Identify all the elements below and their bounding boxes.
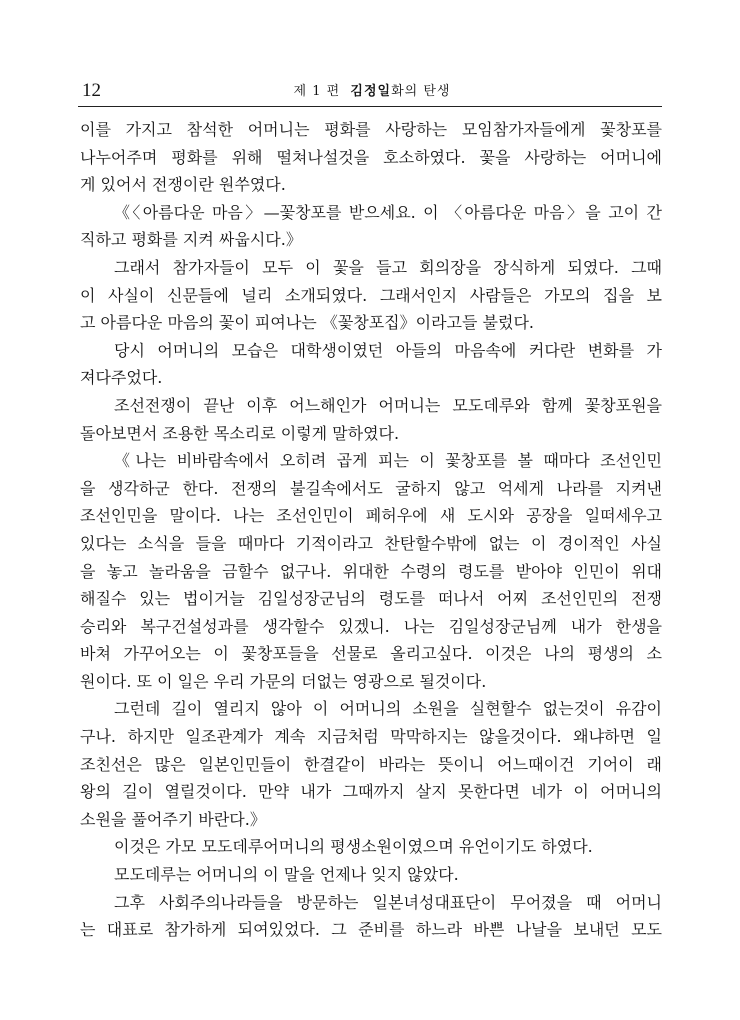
text-line: 나누어주며 평화를 위해 떨쳐나설것을 호소하였다. 꽃을 사랑하는 어머니에 xyxy=(80,147,662,167)
text-line: 조선인민을 말이다. 나는 조선인민이 페허우에 새 도시와 공장을 일떠세우고 xyxy=(80,506,662,526)
title-rest: 화의 탄생 xyxy=(391,84,451,99)
text-line: 그래서 참가자들이 모두 이 꽃을 들고 회의장을 장식하게 되였다. 그때 xyxy=(114,257,662,277)
text-line: 이것은 가모 모도데루어머니의 평생소원이였으며 유언이기도 하였다. xyxy=(114,837,593,857)
text-line: 구나. 하지만 일조관계가 계속 지금처럼 막막하지는 않을것이다. 왜냐하면 일 xyxy=(80,727,662,747)
text-line: 승리와 복구건설성과를 생각할수 있겠니. 나는 김일성장군님께 내가 한생을 xyxy=(80,616,662,636)
text-line: 조선전쟁이 끝난 이후 어느해인가 어머니는 모도데루와 함께 꽃창포원을 xyxy=(114,395,662,415)
text-line: 져다주었다. xyxy=(80,368,163,388)
text-line: 《〈아름다운 마음〉—꽃창포를 받으세요. 이 〈아름다운 마음〉을 고이 간 xyxy=(114,202,662,222)
leader-name: 김정일 xyxy=(350,84,392,99)
text-line: 그런데 길이 열리지 않아 이 어머니의 소원을 실현할수 없는것이 유감이 xyxy=(114,699,662,719)
text-line: 모도데루는 어머니의 이 말을 언제나 잊지 않았다. xyxy=(114,865,459,885)
text-line: 소원을 풀어주기 바란다.》 xyxy=(80,809,266,829)
text-line: 바쳐 가꾸어오는 이 꽃창포들을 선물로 올리고싶다. 이것은 나의 평생의 소 xyxy=(80,644,662,664)
page-number: 12 xyxy=(82,80,101,101)
text-line: 을 생각하군 한다. 전쟁의 불길속에서도 굴하지 않고 억세게 나라를 지켜낸 xyxy=(80,478,662,498)
text-line: 돌아보면서 조용한 목소리로 이렇게 말하였다. xyxy=(80,423,400,443)
text-line: 게 있어서 전쟁이란 원쑤였다. xyxy=(80,175,286,195)
text-line: 는 대표로 참가하게 되여있었다. 그 준비를 하느라 바쁜 나날을 보내던 모도 xyxy=(80,920,662,940)
text-line: 조친선은 많은 일본인민들이 한결같이 바라는 뜻이니 어느때이건 기어이 래 xyxy=(80,754,662,774)
running-title xyxy=(82,82,662,102)
header-rule xyxy=(78,106,662,107)
text-line: 당시 어머니의 모습은 대학생이였던 아들의 마음속에 커다란 변화를 가 xyxy=(114,340,662,360)
text-line: 직하고 평화를 지켜 싸웁시다.》 xyxy=(80,230,302,250)
page-header xyxy=(82,80,662,104)
text-line: 있다는 소식을 들을 때마다 기적이라고 찬탄할수밖에 없는 이 경이적인 사실 xyxy=(80,533,662,553)
text-line: 이 사실이 신문들에 널리 소개되였다. 그래서인지 사람들은 가모의 집을 보 xyxy=(80,285,662,305)
part-label: 제 1 편 xyxy=(293,84,341,99)
text-line: 그후 사회주의나라들을 방문하는 일본녀성대표단이 무어졌을 때 어머니 xyxy=(114,892,662,912)
text-line: 《나는 비바람속에서 오히려 곱게 피는 이 꽃창포를 볼 때마다 조선인민 xyxy=(114,451,662,471)
text-line: 이를 가지고 참석한 어머니는 평화를 사랑하는 모임참가자들에게 꽃창포를 xyxy=(80,120,662,139)
text-line: 원이다. 또 이 일은 우리 가문의 더없는 영광으로 될것이다. xyxy=(80,671,487,691)
text-line: 왕의 길이 열릴것이다. 만약 내가 그때까지 살지 못한다면 네가 이 어머니의 xyxy=(80,782,662,802)
text-line: 해질수 있는 법이거늘 김일성장군님의 령도를 떠나서 어찌 조선인민의 전쟁 xyxy=(80,589,662,609)
text-line: 을 놓고 놀라움을 금할수 없구나. 위대한 수령의 령도를 받아야 인민이 위대 xyxy=(80,561,662,581)
text-line: 고 아름다운 마음의 꽃이 피여나는 《꽃창포집》이라고들 불렀다. xyxy=(80,313,535,333)
body-text xyxy=(80,116,662,944)
